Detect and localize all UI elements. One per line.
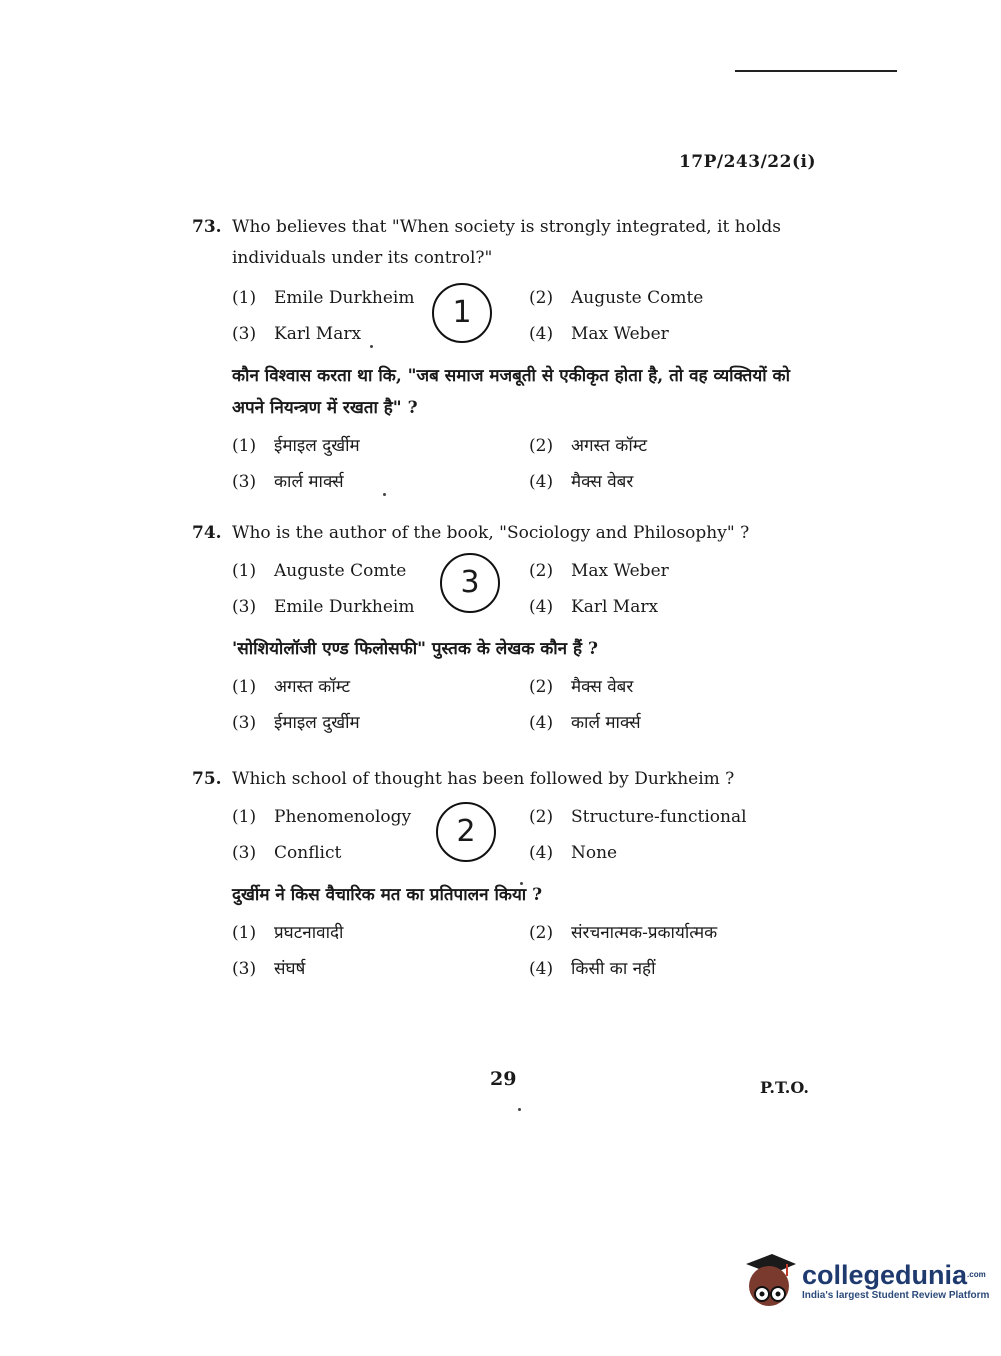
option: (1) ईमाइल दुर्खीम [232,436,360,456]
question-number: 73. [192,217,222,237]
option: (2) Max Weber [529,561,669,581]
question-text-hi: दुर्खीम ने किस वैचारिक मत का प्रतिपालन किया ? [232,885,543,905]
scan-speck [370,345,373,348]
brand-tagline: India's largest Student Review Platform [802,1289,990,1301]
paper-code: 17P/243/22(i) [678,152,816,172]
options-hi [232,428,822,500]
option: (4) मैक्स वेबर [529,472,634,492]
scan-speck [520,882,523,885]
question-75 [192,764,822,987]
option: (3) संघर्ष [232,959,306,979]
option: (3) Emile Durkheim [232,597,415,617]
option: (4) किसी का नहीं [529,959,656,979]
option: (2) मैक्स वेबर [529,677,634,697]
options-en [232,799,822,871]
options-en [232,280,822,352]
collegedunia-watermark [742,1250,989,1310]
question-text-en: Who believes that "When society is strongly integrated, it holds individuals under its control?" [232,217,782,268]
question-text-hi: कौन विश्वास करता था कि, "जब समाज मजबूती से एकीकृत होता है, तो वह व्यक्तियों को अपने नियन्त्रण में रखता है" ? [232,366,791,418]
option: (1) प्रघटनावादी [232,923,344,943]
page-number: 29 [490,1068,517,1090]
brand-name: collegedunia [802,1259,968,1290]
question-73 [192,212,822,500]
option: (1) Auguste Comte [232,561,407,581]
option: (1) Emile Durkheim [232,288,415,308]
question-number: 75. [192,769,222,789]
option: (2) संरचनात्मक-प्रकार्यात्मक [529,923,718,943]
option: (4) कार्ल मार्क्स [529,713,641,733]
option: (3) ईमाइल दुर्खीम [232,713,360,733]
option: (4) None [529,843,618,863]
option: (1) अगस्त कॉम्ट [232,677,351,697]
options-hi [232,669,822,741]
question-text-en: Which school of thought has been followed by Durkheim ? [232,769,735,789]
scan-speck [383,493,386,496]
question-number: 74. [192,523,222,543]
top-rule [735,70,897,72]
mascot-logo-icon [742,1250,796,1310]
option: (4) Max Weber [529,324,669,344]
option: (2) Auguste Comte [529,288,704,308]
option: (3) Conflict [232,843,342,863]
option: (1) Phenomenology [232,807,412,827]
question-74 [192,518,822,741]
option: (2) Structure-functional [529,807,747,827]
pto-label: P.T.O. [760,1078,809,1097]
scan-speck [518,1108,521,1111]
option: (3) Karl Marx [232,324,362,344]
options-en [232,553,822,625]
option: (3) कार्ल मार्क्स [232,472,344,492]
brand-suffix: .com [967,1269,986,1279]
question-text-hi: 'सोशियोलॉजी एण्ड फिलोसफी" पुस्तक के लेखक कौन हैं ? [232,639,598,659]
handwritten-answer-circle: 1 [432,283,492,343]
question-text-en: Who is the author of the book, "Sociology and Philosophy" ? [232,523,750,543]
option: (4) Karl Marx [529,597,659,617]
handwritten-answer-circle: 3 [440,553,500,613]
option: (2) अगस्त कॉम्ट [529,436,648,456]
handwritten-answer-circle: 2 [436,802,496,862]
options-hi [232,915,822,987]
